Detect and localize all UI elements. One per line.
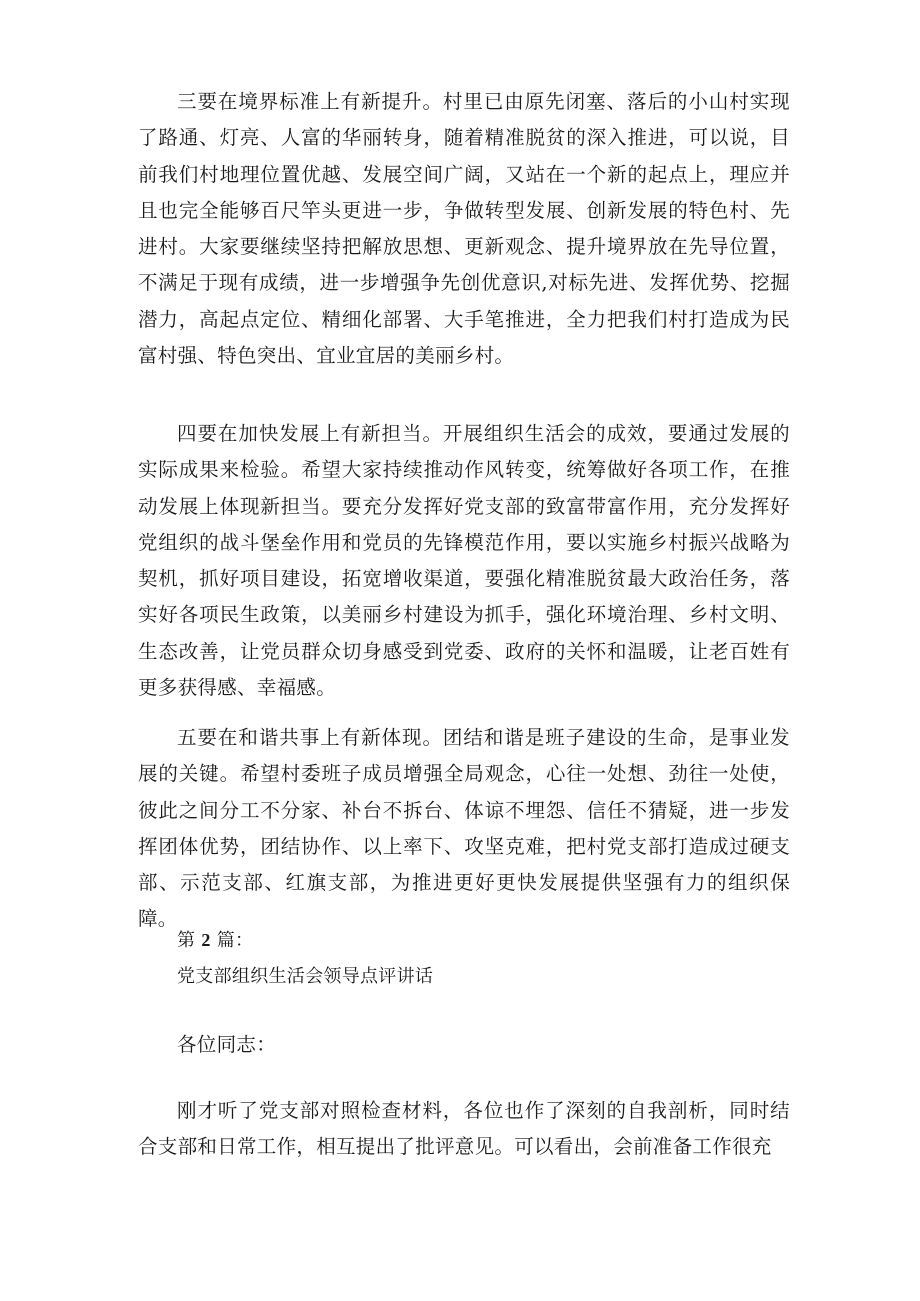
salutation: 各位同志： bbox=[177, 1033, 277, 1056]
section-heading bbox=[177, 922, 433, 995]
paragraph-three: 三要在境界标准上有新提升。村里已由原先闭塞、落后的小山村实现了路通、灯亮、人富的华丽转身，随着精准脱贫的深入推进，可以说，目前我们村地理位置优越、发展空间广阔，又站在一个新的起点上，理应并且也完全能够百尺竿头更进一步，争做转型发展、创新发展的特色村、先进村。大家要继续坚持把解放思想、更新观念、提升境界放在先导位置，不满足于现有成绩，进一步增强争先创优意识,对标先进、发挥优势、挖掘潜力，高起点定位、精细化部署、大手笔推进，全力把我们村打造成为民富村强、特色突出、宜业宜居的美丽乡村。 bbox=[138, 90, 790, 368]
section-label-suffix: 篇： bbox=[216, 930, 254, 951]
section-title: 党支部组织生活会领导点评讲话 bbox=[177, 966, 434, 987]
section-number: 2 bbox=[201, 930, 211, 950]
section-label-prefix: 第 bbox=[177, 930, 196, 951]
paragraph-four: 四要在加快发展上有新担当。开展组织生活会的成效，要通过发展的实际成果来检验。希望大家持续推动作风转变，统筹做好各项工作，在推动发展上体现新担当。要充分发挥好党支部的致富带富作用，充分发挥好党组织的战斗堡垒作用和党员的先锋模范作用，要以实施乡村振兴战略为契机，抓好项目建设，拓宽增收渠道，要强化精准脱贫最大政治任务，落实好各项民生政策，以美丽乡村建设为抓手，强化环境治理、乡村文明、生态改善，让党员群众切身感受到党委、政府的关怀和温暖，让老百姓有更多获得感、幸福感。 bbox=[138, 422, 790, 700]
opening-paragraph: 刚才听了党支部对照检查材料，各位也作了深刻的自我剖析，同时结合支部和日常工作，相互提出了批评意见。可以看出，会前准备工作很充 bbox=[138, 1099, 790, 1159]
section-label bbox=[177, 922, 433, 959]
paragraph-five: 五要在和谐共事上有新体现。团结和谐是班子建设的生命，是事业发展的关键。希望村委班子成员增强全局观念，心往一处想、劲往一处使，彼此之间分工不分家、补台不拆台、体谅不埋怨、信任不猜疑，进一步发挥团体优势，团结协作、以上率下、攻坚克难，把村党支部打造成过硬支部、示范支部、红旗支部，为推进更好更快发展提供坚强有力的组织保障。 bbox=[138, 726, 790, 931]
